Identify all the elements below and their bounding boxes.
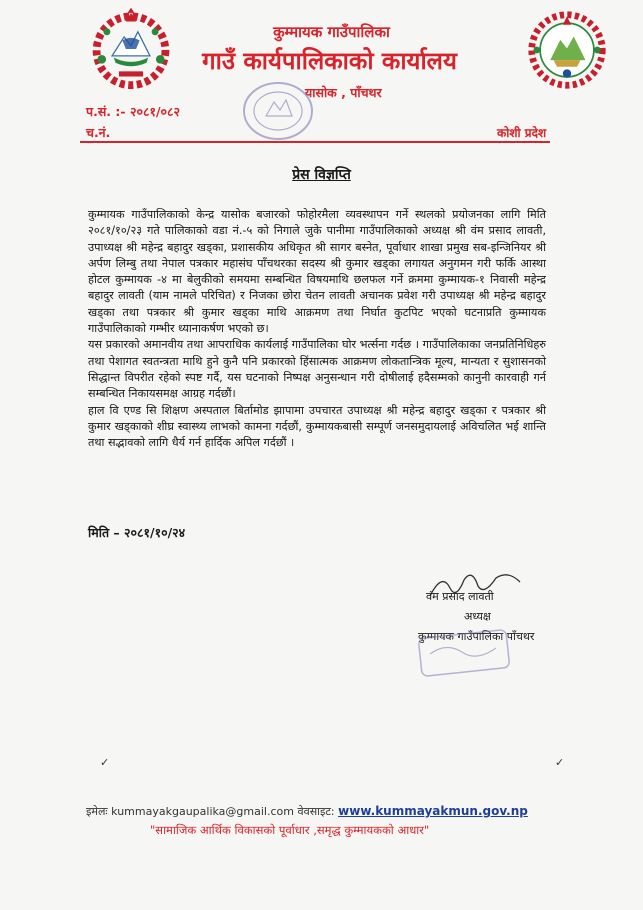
signatory-title: अध्यक्ष [464, 610, 491, 623]
email-label: इमेलः [86, 805, 108, 818]
website-label: वेवसाइट: [297, 805, 335, 818]
email-address[interactable]: kummayakgaupalika@gmail.com [111, 805, 294, 818]
reference-number: प.सं. :- २०८१/०८२ [86, 104, 181, 119]
signatory-organization: कुम्मायक गाउँपालिका पाँचथर [418, 630, 535, 643]
body-paragraph: कुम्मायक गाउँपालिकाको केन्द्र यासोक बजारको फोहोरमैला व्यवस्थापन गर्ने स्थलको प्रयोजनका लागि मिति २०८१/१०/२३ गते पालिकाको वडा नं.-५ को निगाले जुके पानीमा गाउँपालिकाको अध्यक्ष श्री वंम प्रसाद लावती, उपाध्यक्ष श्री महेन्द्र बहादुर खड्का, प्रशासकीय अधिकृत श्री सागर बस्नेत, पूर्वाधार शाखा प्रमुख सब-इन्जिनियर श्री अर्पण लिम्बु तथा नेपाल पत्रकार महासंघ पाँचथरका सदस्य श्री कुमार खड्का लगायत अनुगमन गरी फर्कि आस्था होटल कुम्मायक -४ मा बेलुकीको समयमा सम्बन्धित विषयमाथि छलफल गर्ने क्रममा कुम्मायक-१ निवासी महेन्द्र बहादुर लावती (याम नामले परिचित) र निजका छोरा चेतन लावती अचानक प्रवेश गरी उपाध्यक्ष श्री महेन्द्र बहादुर खड्का तथा पत्रकार श्री कुमार खड्का माथि आक्रमण तथा निर्घात कुटपिट भएको घटनाप्रति कुम्मायक गाउँपालिकाको गम्भीर ध्यानाकर्षण भएको छ। [88, 208, 546, 336]
document-title: प्रेस विज्ञप्ति [292, 167, 351, 183]
signatory-name: वंम प्रसाद लावती [426, 590, 494, 603]
municipality-name: कुम्मायक गाउँपालिका [273, 23, 390, 41]
document-body [88, 207, 546, 451]
footer-contact [86, 804, 528, 819]
margin-mark: ✓ [555, 756, 565, 769]
body-paragraph: यस प्रकारको अमानवीय तथा आपराधिक कार्यलाई गाउँपालिका घोर भर्त्सना गर्दछ । गाउँपालिकाका जनप्रतिनिधिहरु तथा पेशागत स्वतन्त्रता माथि हुने कुनै पनि प्रकारको हिंसात्मक आक्रमण लोकतान्त्रिक मूल्य, मान्यता र सुशासनको सिद्धान्त विपरीत रहेको स्पष्ट गर्दै, यस घटनाको निष्पक्ष अनुसन्धान गरी दोषीलाई हदैसम्मको कानुनी कारवाही गर्न सम्बन्धित निकायसमक्ष आग्रह गर्दछौं। [88, 338, 546, 401]
website-link[interactable]: www.kummayakmun.gov.np [338, 804, 528, 818]
office-seal-icon [238, 76, 318, 146]
office-address: यासोक , पाँचथर [305, 85, 382, 100]
footer-slogan: "सामाजिक आर्थिक विकासको पूर्वाधार ,समृद्ध कुम्मायकको आधार" [150, 823, 430, 837]
document-date: मिति – २०८१/१०/२४ [88, 525, 186, 540]
chairperson-stamp-icon [416, 628, 512, 678]
margin-mark: ✓ [100, 756, 110, 769]
body-paragraph: हाल वि एण्ड सि शिक्षण अस्पताल बिर्तामोड झापामा उपचारत उपाध्यक्ष श्री महेन्द्र बहादुर खड्का र पत्रकार श्री कुमार खड्काको शीघ्र स्वास्थ्य लाभको कामना गर्दछौं, कुम्मायकबासी सम्पूर्ण जनसमुदायलाई अविचलित भई शान्ति तथा सद्भावको लागि धैर्य गर्न हार्दिक अपिल गर्दछौं । [88, 403, 546, 450]
dispatch-number: च.नं. [86, 125, 111, 140]
office-name: गाउँ कार्यपालिकाको कार्यालय [202, 47, 457, 75]
province-name: कोशी प्रदेश [497, 126, 547, 140]
